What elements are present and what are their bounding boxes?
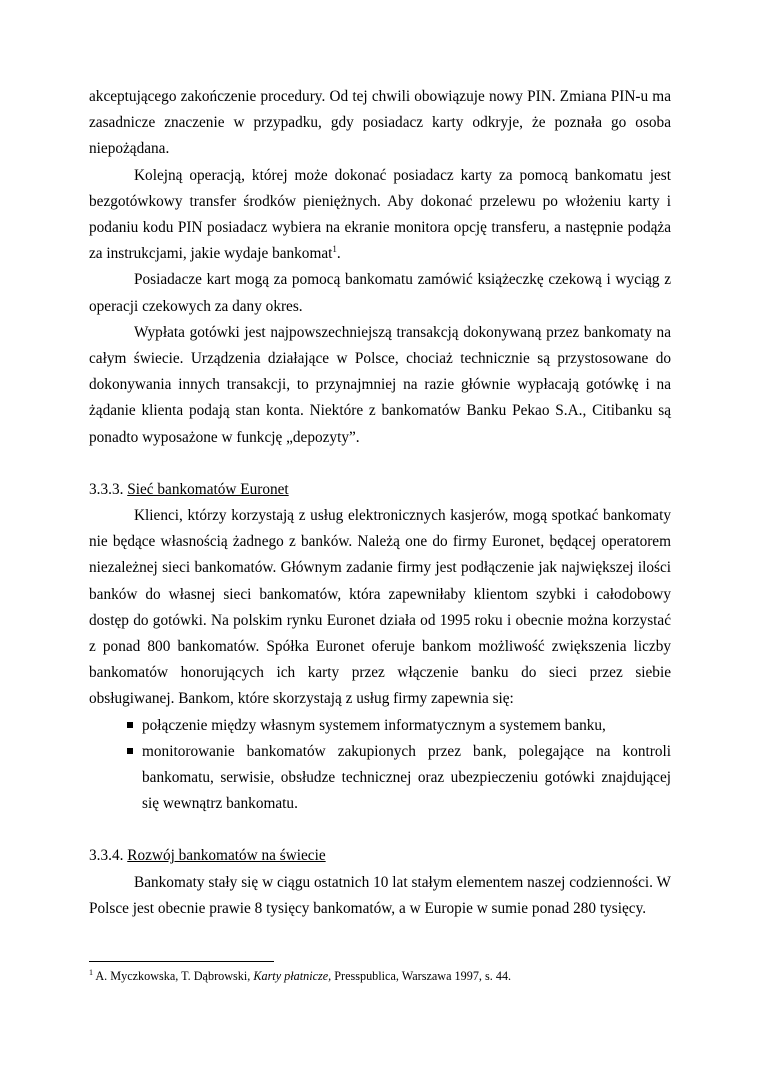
footnote xyxy=(89,968,671,984)
section-number: 3.3.3. xyxy=(89,480,124,498)
section-title: Sieć bankomatów Euronet xyxy=(127,480,289,498)
square-bullet-icon xyxy=(127,748,133,754)
footnote-rest: Presspublica, Warszawa 1997, s. 44. xyxy=(334,969,512,983)
paragraph-transfer xyxy=(89,163,671,268)
paragraph-withdrawal: Wypłata gotówki jest najpowszechniejszą transakcją dokonywaną przez bankomaty na całym świecie. Urządzenia działające w Polsce, chociaż technicznie są przystosowane do dokonywania innych transakcji, to przynajmniej na razie głównie wypłacają gotówkę i na żądanie klienta podają stan konta. Niektóre z bankomatów Banku Pekao S.A., Citibanku są ponadto wyposażone w funkcję „depozyty”. xyxy=(89,323,671,446)
list-item xyxy=(142,739,671,818)
paragraph-euronet: Klienci, którzy korzystają z usług elektronicznych kasjerów, mogą spotkać bankomaty nie będące własnością żadnego z banków. Należą one do firmy Euronet, będącej operatorem niezależnej sieci bankomatów. Głównym zadanie firmy jest podłączenie jak największej ilości banków do własnej sieci bankomatów, która zapewniłaby klientom szybki i całodobowy dostęp do gotówki. Na polskim rynku Euronet działa od 1995 roku i obecnie można korzystać z ponad 800 bankomatów. Spółka Euronet oferuje bankom możliwość zwiększenia liczby bankomatów honorujących ich karty przez włączenie banku do sieci przez siebie obsługiwanej. Bankom, które skorzystają z usług firmy zapewnia się: xyxy=(89,507,671,708)
footnote-ref[interactable]: 1 xyxy=(332,244,337,255)
footnote-title: Karty płatnicze, xyxy=(253,969,332,983)
page-body xyxy=(89,84,671,922)
section-heading-euronet xyxy=(89,477,671,503)
paragraph-transfer-end: . xyxy=(336,245,341,263)
square-bullet-icon xyxy=(127,722,133,728)
footnote-number: 1 xyxy=(89,968,93,977)
paragraph-pin-change: akceptującego zakończenie procedury. Od tej chwili obowiązuje nowy PIN. Zmiana PIN-u ma zasadnicze znaczenie w przypadku, gdy posiadacz karty odkryje, że poznała go osoba niepożądana. xyxy=(89,88,671,158)
footnote-authors: A. Myczkowska, T. Dąbrowski, xyxy=(95,969,251,983)
bullet-list xyxy=(89,713,671,818)
section-number: 3.3.4. xyxy=(89,847,124,865)
list-item xyxy=(142,713,671,739)
section-heading-development xyxy=(89,843,671,869)
section-title: Rozwój bankomatów na świecie xyxy=(127,847,326,865)
footnote-separator xyxy=(89,961,274,962)
paragraph-checkbook: Posiadacze kart mogą za pomocą bankomatu zamówić książeczkę czekową i wyciąg z operacji czekowych za dany okres. xyxy=(89,271,671,315)
paragraph-transfer-text: Kolejną operacją, której może dokonać posiadacz karty za pomocą bankomatu jest bezgotówkowy transfer środków pieniężnych. Aby dokonać przelewu po włożeniu karty i podaniu kodu PIN posiadacz wybiera na ekranie monitora opcję transferu, a następnie podąża za instrukcjami, jakie wydaje bankomat xyxy=(89,166,671,263)
section-spacer xyxy=(89,451,671,477)
paragraph-development: Bankomaty stały się w ciągu ostatnich 10 lat stałym elementem naszej codzienności. W Polsce jest obecnie prawie 8 tysięcy bankomatów, a w Europie w sumie ponad 280 tysięcy. xyxy=(89,873,671,917)
list-item-text: monitorowanie bankomatów zakupionych przez bank, polegające na kontroli bankomatu, serwisie, obsłudze technicznej oraz ubezpieczeniu gotówki znajdującej się wewnątrz bankomatu. xyxy=(142,742,671,813)
section-spacer xyxy=(89,817,671,843)
list-item-text: połączenie między własnym systemem informatycznym a systemem banku, xyxy=(142,716,606,734)
